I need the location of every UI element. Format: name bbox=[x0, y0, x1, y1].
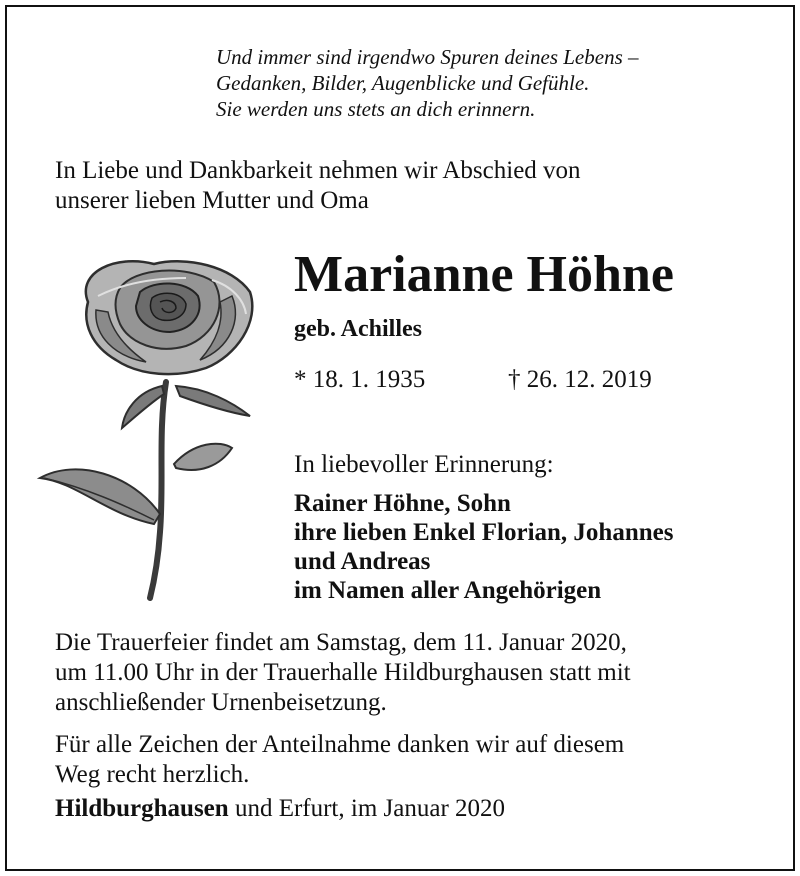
place-name: Hildburghausen bbox=[55, 795, 229, 822]
farewell-intro bbox=[55, 156, 755, 216]
service-line: um 11.00 Uhr in der Trauerhalle Hildburghausen statt mit bbox=[55, 659, 631, 686]
quote-line: Und immer sind irgendwo Spuren deines Lebens – bbox=[216, 45, 639, 69]
intro-line: In Liebe und Dankbarkeit nehmen wir Abschied von bbox=[55, 157, 581, 184]
maiden-name: geb. Achilles bbox=[294, 316, 423, 342]
mourner-line: ihre lieben Enkel Florian, Johannes bbox=[294, 519, 674, 546]
quote-line: Gedanken, Bilder, Augenblicke und Gefühle. bbox=[216, 71, 590, 95]
service-line: anschließender Urnenbeisetzung. bbox=[55, 689, 387, 716]
life-dates bbox=[294, 365, 652, 395]
thanks-note bbox=[55, 730, 750, 790]
funeral-service-info bbox=[55, 628, 750, 718]
place-date: und Erfurt, im Januar 2020 bbox=[228, 795, 506, 822]
thanks-line: Für alle Zeichen der Anteilnahme danken wir auf diesem bbox=[55, 731, 625, 758]
birth-date: * 18. 1. 1935 bbox=[294, 366, 426, 393]
mourner-line: und Andreas bbox=[294, 548, 431, 575]
intro-line: unserer lieben Mutter und Oma bbox=[55, 187, 369, 214]
memory-heading: In liebevoller Erinnerung: bbox=[294, 451, 554, 478]
service-line: Die Trauerfeier findet am Samstag, dem 11. Januar 2020, bbox=[55, 629, 627, 656]
deceased-name: Marianne Höhne bbox=[294, 246, 674, 303]
mourner-line: Rainer Höhne, Sohn bbox=[294, 490, 511, 517]
mourners-list bbox=[294, 489, 673, 605]
place-and-date bbox=[55, 794, 505, 824]
mourner-line: im Namen aller Angehörigen bbox=[294, 577, 602, 604]
thanks-line: Weg recht herzlich. bbox=[55, 761, 250, 788]
rose-illustration-icon bbox=[36, 252, 266, 602]
quote-line: Sie werden uns stets an dich erinnern. bbox=[216, 97, 536, 121]
death-date: † 26. 12. 2019 bbox=[508, 366, 652, 393]
memorial-quote bbox=[216, 44, 776, 122]
